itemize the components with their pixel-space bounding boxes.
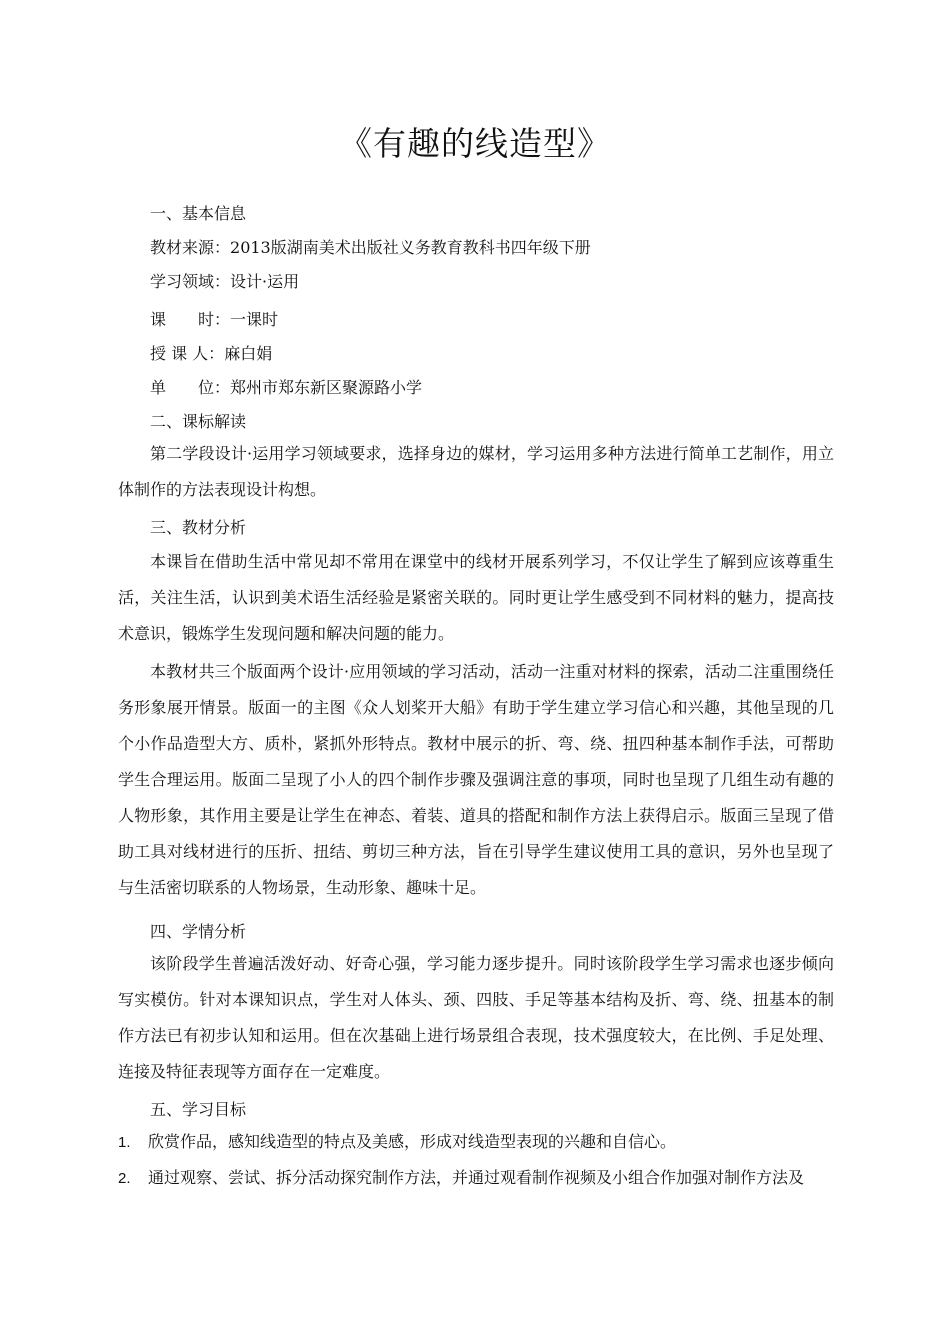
list-text: 欣赏作品，感知线造型的特点及美感，形成对线造型表现的兴趣和自信心。 bbox=[148, 1132, 677, 1151]
paragraph-curriculum: 第二学段设计·运用学习领域要求，选择身边的媒材，学习运用多种方法进行简单工艺制作，用立体制作的方法表现设计构想。 bbox=[118, 444, 834, 499]
field-label: 授 课 人： bbox=[150, 344, 225, 363]
field-label: 课 时： bbox=[150, 310, 231, 329]
field-learning-domain bbox=[150, 272, 299, 292]
section-heading-curriculum: 二、课标解读 bbox=[150, 412, 247, 431]
paragraph-textbook-analysis-2: 本教材共三个版面两个设计·应用领域的学习活动，活动一注重对材料的探索，活动二注重围绕任务形象展开情景。版面一的主图《众人划桨开大船》有助于学生建立学习信心和兴趣，其他呈现的几个小作品造型大方、质朴，紧抓外形特点。教材中展示的折、弯、绕、扭四种基本制作手法，可帮助学生合理运用。版面二呈现了小人的四个制作步骤及强调注意的事项，同时也呈现了几组生动有趣的人物形象，其作用主要是让学生在神态、着装、道具的搭配和制作方法上获得启示。版面三呈现了借助工具对线材进行的压折、扭结、剪切三种方法，旨在引导学生建议使用工具的意识，另外也呈现了与生活密切联系的人物场景，生动形象、趣味十足。 bbox=[118, 662, 834, 897]
field-value: 设计·运用 bbox=[230, 272, 300, 291]
field-value: 麻白娟 bbox=[224, 344, 273, 363]
field-value: 一课时 bbox=[230, 310, 279, 329]
section-heading-learner-analysis: 四、学情分析 bbox=[150, 922, 247, 941]
paragraph-textbook-analysis-1: 本课旨在借助生活中常见却不常用在课堂中的线材开展系列学习，不仅让学生了解到应该尊重生活，关注生活，认识到美术语生活经验是紧密关联的。同时更让学生感受到不同材料的魅力，提高技术意识，锻炼学生发现问题和解决问题的能力。 bbox=[118, 552, 834, 643]
document-title: 《有趣的线造型》 bbox=[339, 124, 611, 163]
field-value: 郑州市郑东新区聚源路小学 bbox=[230, 378, 423, 397]
field-school bbox=[150, 378, 422, 398]
section-heading-learning-objectives: 五、学习目标 bbox=[150, 1100, 247, 1119]
list-text: 通过观察、尝试、拆分活动探究制作方法，并通过观看制作视频及小组合作加强对制作方法及 bbox=[148, 1168, 805, 1187]
field-class-hours bbox=[150, 310, 278, 330]
objective-item-2 bbox=[118, 1160, 834, 1197]
paragraph-learner-analysis: 该阶段学生普遍活泼好动、好奇心强，学习能力逐步提升。同时该阶段学生学习需求也逐步倾向写实模仿。针对本课知识点，学生对人体头、颈、四肢、手足等基本结构及折、弯、绕、扭基本的制作方法已有初步认知和运用。但在次基础上进行场景组合表现，技术强度较大，在比例、手足处理、连接及特征表现等方面存在一定难度。 bbox=[118, 954, 834, 1081]
field-textbook-source bbox=[150, 238, 591, 258]
section-heading-basic-info: 一、基本信息 bbox=[150, 204, 247, 223]
field-label: 单 位： bbox=[150, 378, 231, 397]
section-heading-textbook-analysis: 三、教材分析 bbox=[150, 518, 247, 537]
field-value: 2013版湖南美术出版社义务教育教科书四年级下册 bbox=[230, 238, 591, 257]
field-teacher bbox=[150, 344, 272, 364]
field-label: 学习领域： bbox=[150, 272, 231, 291]
list-number: 2. bbox=[118, 1170, 131, 1187]
objective-item-1 bbox=[118, 1124, 834, 1161]
field-label: 教材来源： bbox=[150, 238, 231, 257]
list-number: 1. bbox=[118, 1134, 131, 1151]
